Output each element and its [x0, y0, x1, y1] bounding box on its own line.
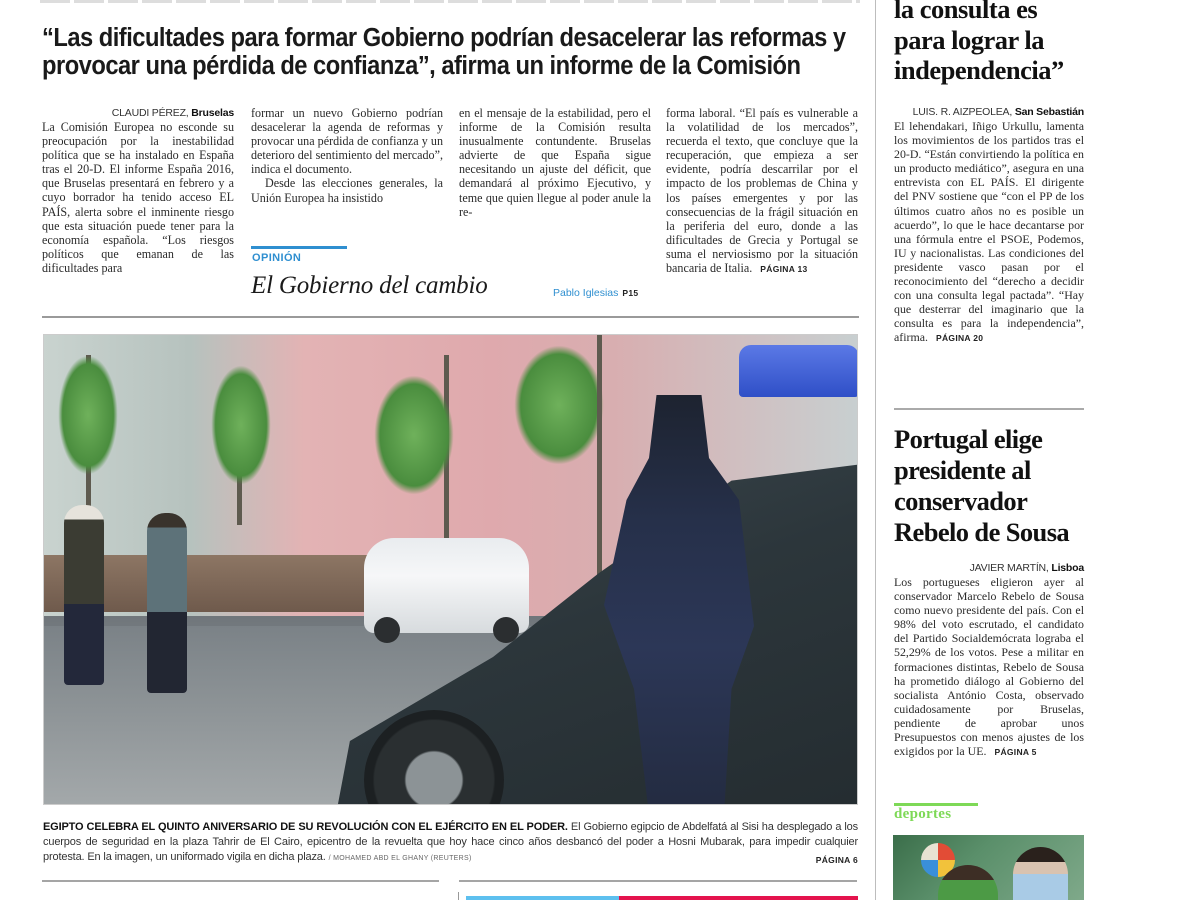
- palm-tree: [514, 345, 604, 465]
- byline: LUIS. R. AIZPEOLEA, San Sebastián: [912, 106, 1084, 118]
- opinion-title[interactable]: El Gobierno del cambio: [251, 272, 488, 299]
- article-paragraph: forma laboral. “El país es vulnerable a la volatilidad de los mercados”, recuerda el texto, que concluye que la recuperación, que empieza a ser evidente, podría descarrilar por el impacto de los problemas de China y los países emergentes y por las consecuencias de la frágil situación en la periferia del euro, donde a las dificultades de Grecia y Portugal se suma el nerviosismo por la situación bancaria de Italia. PÁGINA 13: [666, 106, 858, 276]
- sidebar-headline-1[interactable]: la consulta es para lograr la independencia”: [894, 0, 1064, 85]
- palm-tree: [211, 365, 271, 485]
- page-reference[interactable]: PÁGINA 20: [936, 333, 984, 344]
- byline: [42, 106, 234, 120]
- page-reference[interactable]: PÁGINA 13: [760, 264, 808, 275]
- car-wheel: [493, 617, 519, 643]
- article-column-1: [42, 106, 234, 275]
- promo-color-bar: [466, 896, 858, 900]
- article-paragraph: en el mensaje de la estabilidad, pero el informe de la Comisión resulta inusualmente contundente. Bruselas advierte de que España sigue necesitando un ajuste del déficit, que demandará al próximo Ejecutivo, y teme que quien llegue al poder anule la re-: [459, 106, 651, 219]
- section-divider: [894, 408, 1084, 410]
- football-player: [1013, 847, 1068, 900]
- lead-photo: [43, 334, 858, 805]
- palm-tree: [374, 375, 454, 495]
- caption-body: El Gobierno egipcio de Abdelfatá al Sisi ha desplegado a los cuerpos de seguridad en la plaza Tahrir de El Cairo, epicentro de la revuelta que hoy hace cinco años desbancó del poder a Hosni Mubarak, para impedir cualquier protesta. En la imagen, un uniformado vigila en dicha plaza.: [43, 821, 858, 863]
- lamp-post: [597, 335, 602, 585]
- article-paragraph: formar un nuevo Gobierno podrían desacelerar la agenda de reformas y provocar una pérdida de confianza y un deterioro del sentimiento del mercado”, indica el documento.: [251, 106, 443, 177]
- pedestrian: [147, 513, 187, 693]
- sidebar-story-1: [894, 105, 1084, 346]
- cut-off-text-strip: [40, 0, 860, 8]
- main-headline: “Las dificultades para formar Gobierno podrían desacelerar las reformas y provocar una pérdida de confianza”, afirma un informe de la Comisión: [42, 24, 846, 80]
- photo-credit: / MOHAMED ABD EL GHANY (REUTERS): [328, 855, 472, 862]
- byline-location: Bruselas: [191, 107, 234, 119]
- article-column-3: [459, 106, 651, 219]
- byline-author: CLAUDI PÉREZ,: [111, 107, 189, 119]
- opinion-author[interactable]: Pablo Iglesias P15: [553, 287, 639, 299]
- police-siren-light: [739, 345, 858, 397]
- section-divider: [42, 316, 859, 318]
- article-column-4: [666, 106, 858, 276]
- white-car: [364, 538, 529, 633]
- pedestrian: [64, 505, 104, 685]
- opinion-section-label: OPINIÓN: [252, 252, 302, 264]
- article-paragraph: Los portugueses eligieron ayer al conservador Marcelo Rebelo de Sousa como nuevo presidente del país. Con el 98% del voto escrutado, el candidato del Partido Socialdemócrata lograba el 52,29% de los votos. Pese a militar en formaciones distintas, Rebelo de Sousa ha prometido diálogo al Gobierno del socialista António Costa, observado cuidadosamente por Bruselas, pendiente de aprobar unos Presupuestos con menos ajustes de los exigidos por la UE. PÁGINA 5: [894, 575, 1084, 759]
- page-reference[interactable]: PÁGINA 6: [815, 855, 858, 865]
- article-column-2: [251, 106, 443, 205]
- byline: JAVIER MARTÍN, Lisboa: [969, 562, 1084, 574]
- sidebar-story-2: [894, 561, 1084, 759]
- page-reference[interactable]: PÁGINA 5: [994, 747, 1037, 758]
- article-paragraph: La Comisión Europea no esconde su preocupación por la inestabilidad política que se ha instalado en España tras el 20-D. El informe España 2016, que Bruselas presentará en febrero y a cuyo borrador ha tenido acceso EL PAÍS, alerta sobre el inminente riesgo que esta situación puede tener para la economía española. “Los riesgos políticos que emanan de las dificultades para: [42, 120, 234, 275]
- sports-photo: [893, 835, 1084, 900]
- sidebar-headline-2[interactable]: Portugal elige presidente al conservador Rebelo de Sousa: [894, 424, 1070, 547]
- caption-headline: EGIPTO CELEBRA EL QUINTO ANIVERSARIO DE SU REVOLUCIÓN CON EL EJÉRCITO EN EL PODER.: [43, 821, 568, 833]
- section-divider: [42, 880, 439, 882]
- palm-tree: [58, 355, 118, 475]
- cut-off-teaser-headline: [48, 892, 438, 900]
- page-reference: P15: [622, 288, 639, 298]
- photo-caption: [43, 820, 858, 868]
- car-wheel: [374, 617, 400, 643]
- sports-section-label[interactable]: deportes: [894, 806, 952, 822]
- article-paragraph: El lehendakari, Iñigo Urkullu, lamenta los movimientos de los partidos tras el 20-D. “Están convirtiendo la política en un producto mediático”, asegura en una entrevista con EL PAÍS. El dirigente del PNV sostiene que “con el PP de los últimos cuatro años no es posible un acuerdo”, lo que le hace decantarse por una fórmula entre el PSOE, Podemos, IU y nacionalistas. Las condiciones del presidente vasco pasan por el reconocimiento del “derecho a decidir con una consulta legal pactada”. “Hay que desterrar del imaginario que la consulta es para la independencia”, afirma. PÁGINA 20: [894, 119, 1084, 345]
- sidebar-divider: [875, 0, 876, 900]
- opinion-accent-rule: [251, 246, 347, 249]
- article-paragraph: Desde las elecciones generales, la Unión Europea ha insistido: [251, 176, 443, 205]
- column-divider: [458, 892, 459, 900]
- section-divider: [459, 880, 857, 882]
